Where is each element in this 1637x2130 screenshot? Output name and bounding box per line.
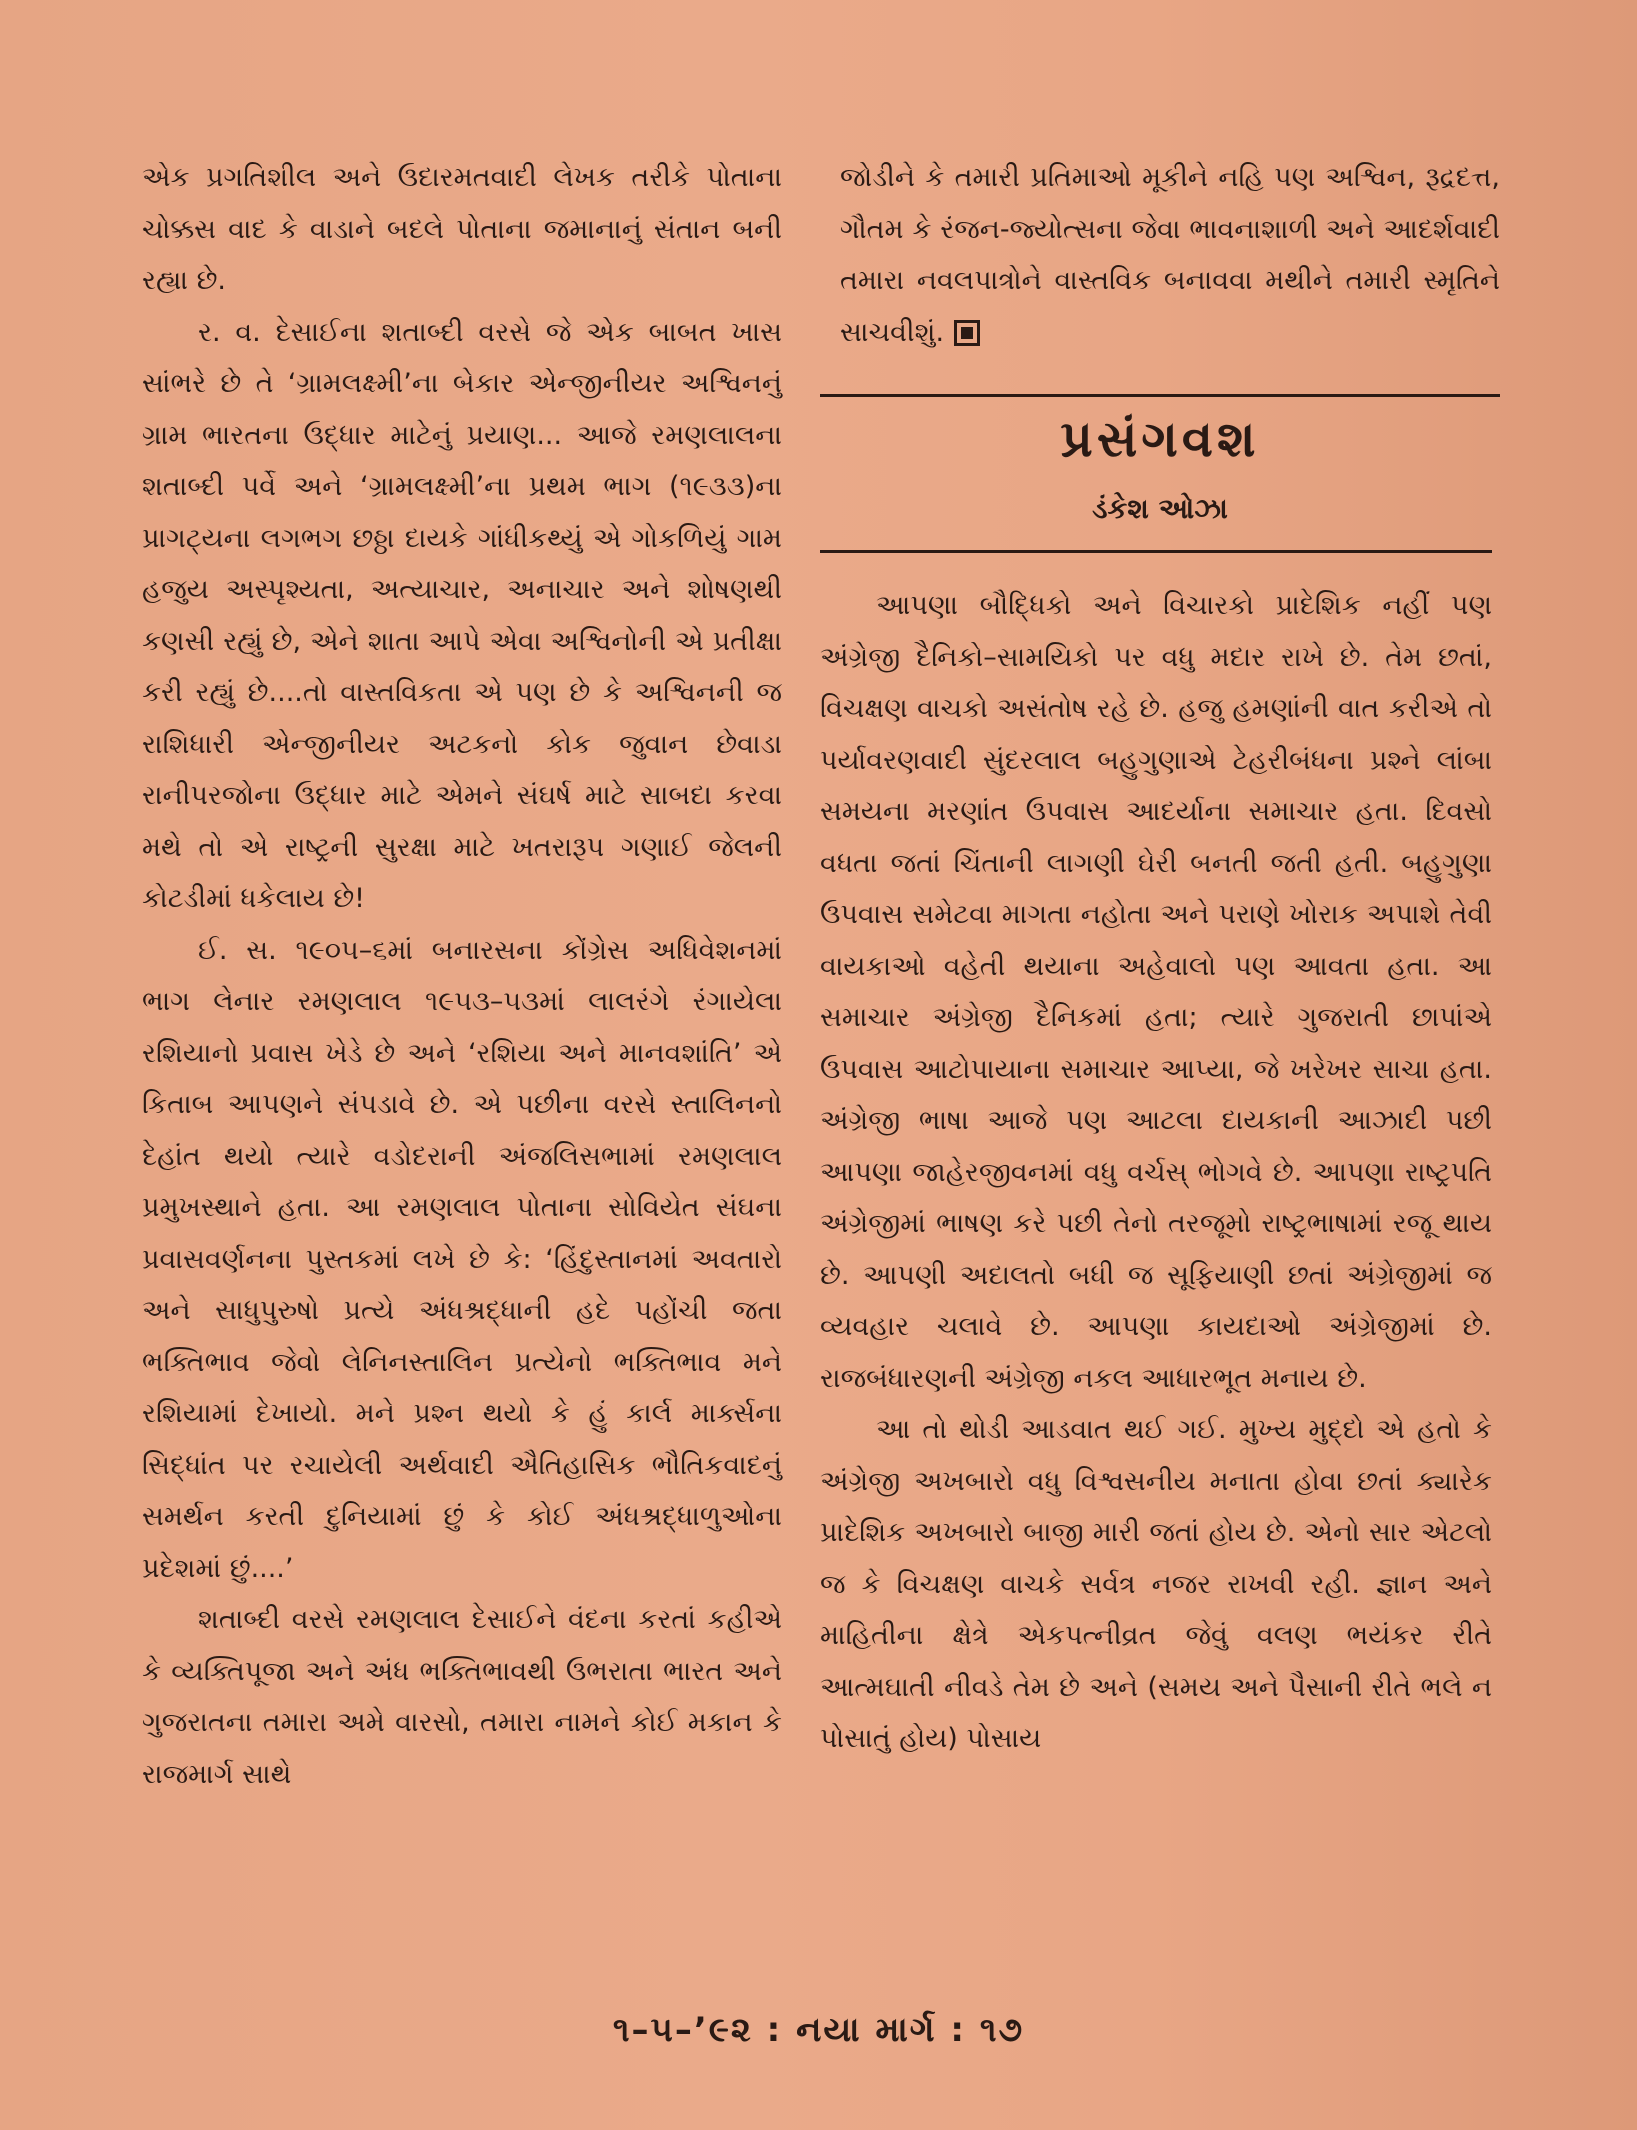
left-column: [142, 152, 782, 1800]
left-paragraph-3: ઈ. સ. ૧૯૦૫–૬માં બનારસના કોંગ્રેસ અધિવેશનમાં ભાગ લેનાર રમણલાલ ૧૯૫૩–૫૩માં લાલરંગે રંગાયેલા રશિયાનો પ્રવાસ ખેડે છે અને ‘રશિયા અને માનવશાંતિ’ એ કિતાબ આપણને સંપડાવે છે. એ પછીના વરસે સ્તાલિનનો દેહાંત થયો ત્યારે વડોદરાની અંજલિસભામાં રમણલાલ પ્રમુખસ્થાને હતા. આ રમણલાલ પોતાના સોવિયેત સંઘના પ્રવાસવર્ણનના પુસ્તકમાં લખે છે કે: ‘હિંદુસ્તાનમાં અવતારો અને સાધુપુરુષો પ્રત્યે અંધશ્રદ્ધાની હદે પહોંચી જતા ભક્તિભાવ જેવો લેનિનસ્તાલિન પ્રત્યેનો ભક્તિભાવ મને રશિયામાં દેખાયો. મને પ્રશ્ન થયો કે હું કાર્લ માર્ક્સના સિદ્ધાંત પર રચાયેલી અર્થવાદી ઐતિહાસિક ભૌતિકવાદનું સમર્થન કરતી દુનિયામાં છું કે કોઈ અંધશ્રદ્ધાળુઓના પ્રદેશમાં છું....’: [142, 934, 782, 1584]
article-body: [820, 580, 1492, 1765]
article-paragraph-1: આપણા બૌદ્ધિકો અને વિચારકો પ્રાદેશિક નહીં પણ અંગ્રેજી દૈનિકો–સામયિકો પર વધુ મદાર રાખે છે. તેમ છતાં, વિચક્ષણ વાચકો અસંતોષ રહે છે. હજુ હમણાંની વાત કરીએ તો પર્યાવરણવાદી સુંદરલાલ બહુગુણાએ ટેહરીબંધના પ્રશ્ને લાંબા સમયના મરણાંત ઉપવાસ આદર્યાના સમાચાર હતા. દિવસો વધતા જતાં ચિંતાની લાગણી ઘેરી બનતી જતી હતી. બહુગુણા ઉપવાસ સમેટવા માગતા નહોતા અને પરાણે ખોરાક અપાશે તેવી વાયકાઓ વહેતી થયાના અહેવાલો પણ આવતા હતા. આ સમાચાર અંગ્રેજી દૈનિકમાં હતા; ત્યારે ગુજરાતી છાપાંએ ઉપવાસ આટોપાયાના સમાચાર આપ્યા, જે ખરેખર સાચા હતા. અંગ્રેજી ભાષા આજે પણ આટલા દાયકાની આઝાદી પછી આપણા જાહેરજીવનમાં વધુ વર્ચસ્ ભોગવે છે. આપણા રાષ્ટ્રપતિ અંગ્રેજીમાં ભાષણ કરે પછી તેનો તરજૂમો રાષ્ટ્રભાષામાં રજૂ થાય છે. આપણી અદાલતો બધી જ સૂફિયાણી છતાં અંગ્રેજીમાં જ વ્યવહાર ચલાવે છે. આપણા કાયદાઓ અંગ્રેજીમાં છે. રાજબંધારણની અંગ્રેજી નકલ આધારભૂત મનાય છે.: [820, 590, 1492, 1394]
right-top-paragraph: [840, 152, 1500, 358]
section-divider-bottom: [820, 550, 1492, 553]
left-paragraph-1: એક પ્રગતિશીલ અને ઉદારમતવાદી લેખક તરીકે પોતાના ચોક્કસ વાદ કે વાડાને બદલે પોતાના જમાનાનું સંતાન બની રહ્યા છે.: [142, 162, 782, 296]
left-paragraph-4: શતાબ્દી વરસે રમણલાલ દેસાઈને વંદના કરતાં કહીએ કે વ્યક્તિપૂજા અને અંધ ભક્તિભાવથી ઉભરાતા ભારત અને ગુજરાતના તમારા અમે વારસો, તમારા નામને કોઈ મકાન કે રાજમાર્ગ સાથે: [142, 1604, 782, 1790]
end-of-article-icon: [954, 320, 980, 346]
left-paragraph-2: ર. વ. દેસાઈના શતાબ્દી વરસે જે એક બાબત ખાસ સાંભરે છે તે ‘ગ્રામલક્ષ્મી’ના બેકાર એન્જીનીયર અશ્વિનનું ગ્રામ ભારતના ઉદ્ધાર માટેનું પ્રયાણ... આજે રમણલાલના શતાબ્દી પર્વે અને ‘ગ્રામલક્ષ્મી’ના પ્રથમ ભાગ (૧૯૩૩)ના પ્રાગટ્યના લગભગ છઠ્ઠા દાયકે ગાંધીકથ્યું એ ગોકળિયું ગામ હજુય અસ્પૃશ્યતા, અત્યાચાર, અનાચાર અને શોષણથી કણસી રહ્યું છે, એને શાતા આપે એવા અશ્વિનોની એ પ્રતીક્ષા કરી રહ્યું છે....તો વાસ્તવિકતા એ પણ છે કે અશ્વિનની જ રાશિધારી એન્જીનીયર અટકનો કોક જુવાન છેવાડા રાનીપરજોના ઉદ્ધાર માટે એમને સંઘર્ષ માટે સાબદા કરવા મથે તો એ રાષ્ટ્રની સુરક્ષા માટે ખતરારૂપ ગણાઈ જેલની કોટડીમાં ધકેલાય છે!: [142, 316, 782, 914]
section-divider-top: [820, 394, 1500, 397]
right-column-top: [840, 152, 1500, 358]
article-author: ડંકેશ ઓઝા: [1092, 492, 1228, 525]
page-footer: ૧–૫–’૯૨ : નયા માર્ગ : ૧૭: [612, 2010, 1025, 2050]
article-paragraph-2: આ તો થોડી આડવાત થઈ ગઈ. મુખ્ય મુદ્દો એ હતો કે અંગ્રેજી અખબારો વધુ વિશ્વસનીય મનાતા હોવા છતાં ક્યારેક પ્રાદેશિક અખબારો બાજી મારી જતાં હોય છે. એનો સાર એટલો જ કે વિચક્ષણ વાચકે સર્વત્ર નજર રાખવી રહી. જ્ઞાન અને માહિતીના ક્ષેત્રે એકપત્નીવ્રત જેવું વલણ ભયંકર રીતે આત્મઘાતી નીવડે તેમ છે અને (સમય અને પૈસાની રીતે ભલે ન પોસાતું હોય) પોસાય: [820, 1414, 1492, 1754]
article-title: પ્રસંગવશ: [1060, 410, 1260, 468]
right-top-text: જોડીને કે તમારી પ્રતિમાઓ મૂકીને નહિ પણ અશ્વિન, રૂદ્રદત્ત, ગૌતમ કે રંજન-જ્યોત્સના જેવા ભાવનાશાળી અને આદર્શવાદી તમારા નવલપાત્રોને વાસ્તવિક બનાવવા મથીને તમારી સ્મૃતિને સાચવીશું.: [840, 162, 1500, 348]
